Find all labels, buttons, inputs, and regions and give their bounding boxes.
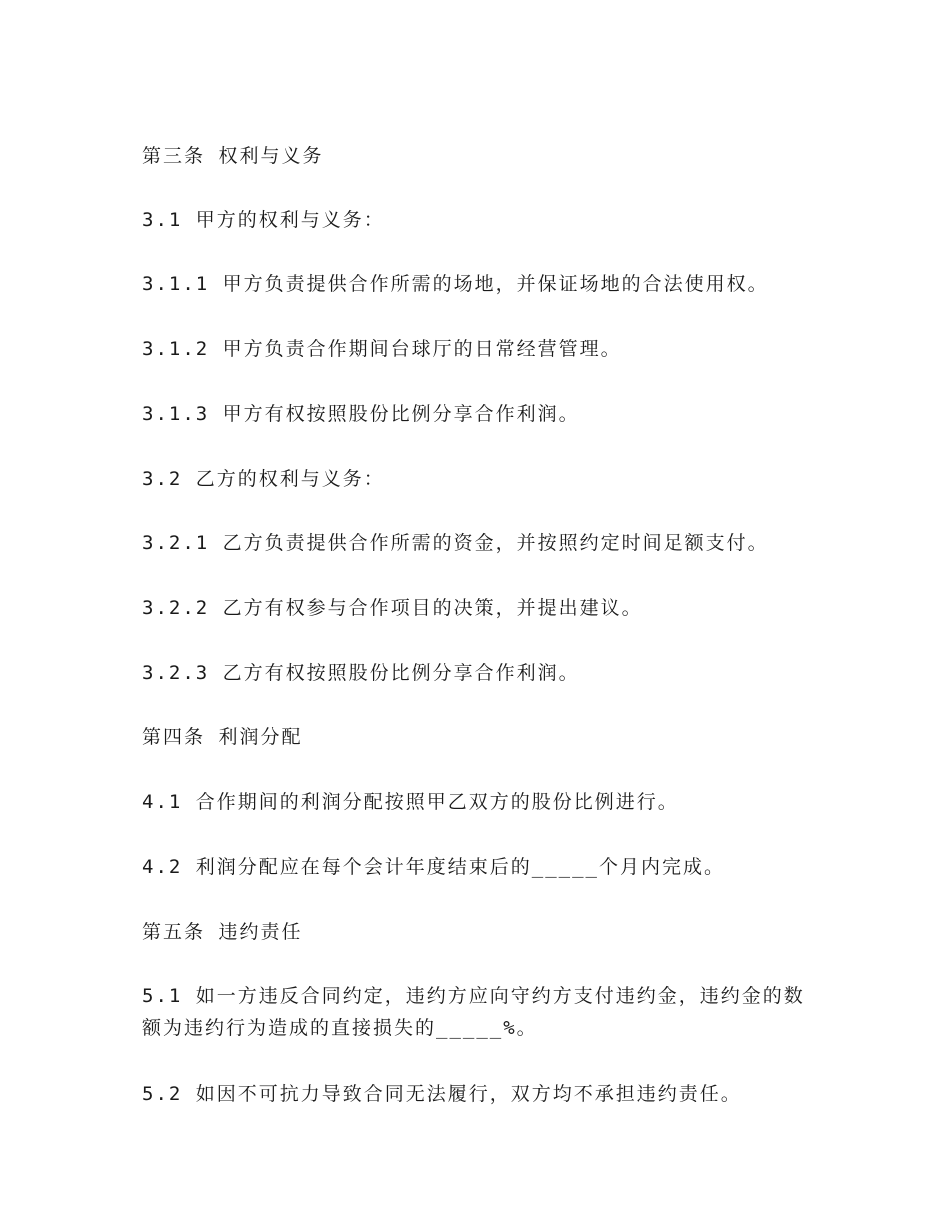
- clause-3-1-1: 3.1.1 甲方负责提供合作所需的场地，并保证场地的合法使用权。: [142, 273, 769, 295]
- clause-3-2-3: 3.2.3 乙方有权按照股份比例分享合作利润。: [142, 662, 580, 684]
- clause-4-1: 4.1 合作期间的利润分配按照甲乙双方的股份比例进行。: [142, 791, 679, 813]
- clause-3-2-2: 3.2.2 乙方有权参与合作项目的决策，并提出建议。: [142, 597, 643, 619]
- clause-5-1: 5.1 如一方违反合同约定，违约方应向守约方支付违约金，违约金的数额为违约行为造成的直接损失的_____%。: [142, 985, 805, 1039]
- clause-3-1-2: 3.1.2 甲方负责合作期间台球厅的日常经营管理。: [142, 338, 622, 360]
- clause-5-2: 5.2 如因不可抗力导致合同无法履行，双方均不承担违约责任。: [142, 1083, 742, 1105]
- section-heading-3: 第三条 权利与义务: [142, 145, 324, 167]
- clause-3-1-3: 3.1.3 甲方有权按照股份比例分享合作利润。: [142, 403, 580, 425]
- section-heading-5: 第五条 违约责任: [142, 921, 303, 943]
- section-heading-4: 第四条 利润分配: [142, 726, 303, 748]
- clause-3-2: 3.2 乙方的权利与义务：: [142, 468, 385, 490]
- clause-3-2-1: 3.2.1 乙方负责提供合作所需的资金，并按照约定时间足额支付。: [142, 532, 769, 554]
- clause-4-2: 4.2 利润分配应在每个会计年度结束后的_____个月内完成。: [142, 856, 725, 878]
- clause-3-1: 3.1 甲方的权利与义务：: [142, 209, 385, 231]
